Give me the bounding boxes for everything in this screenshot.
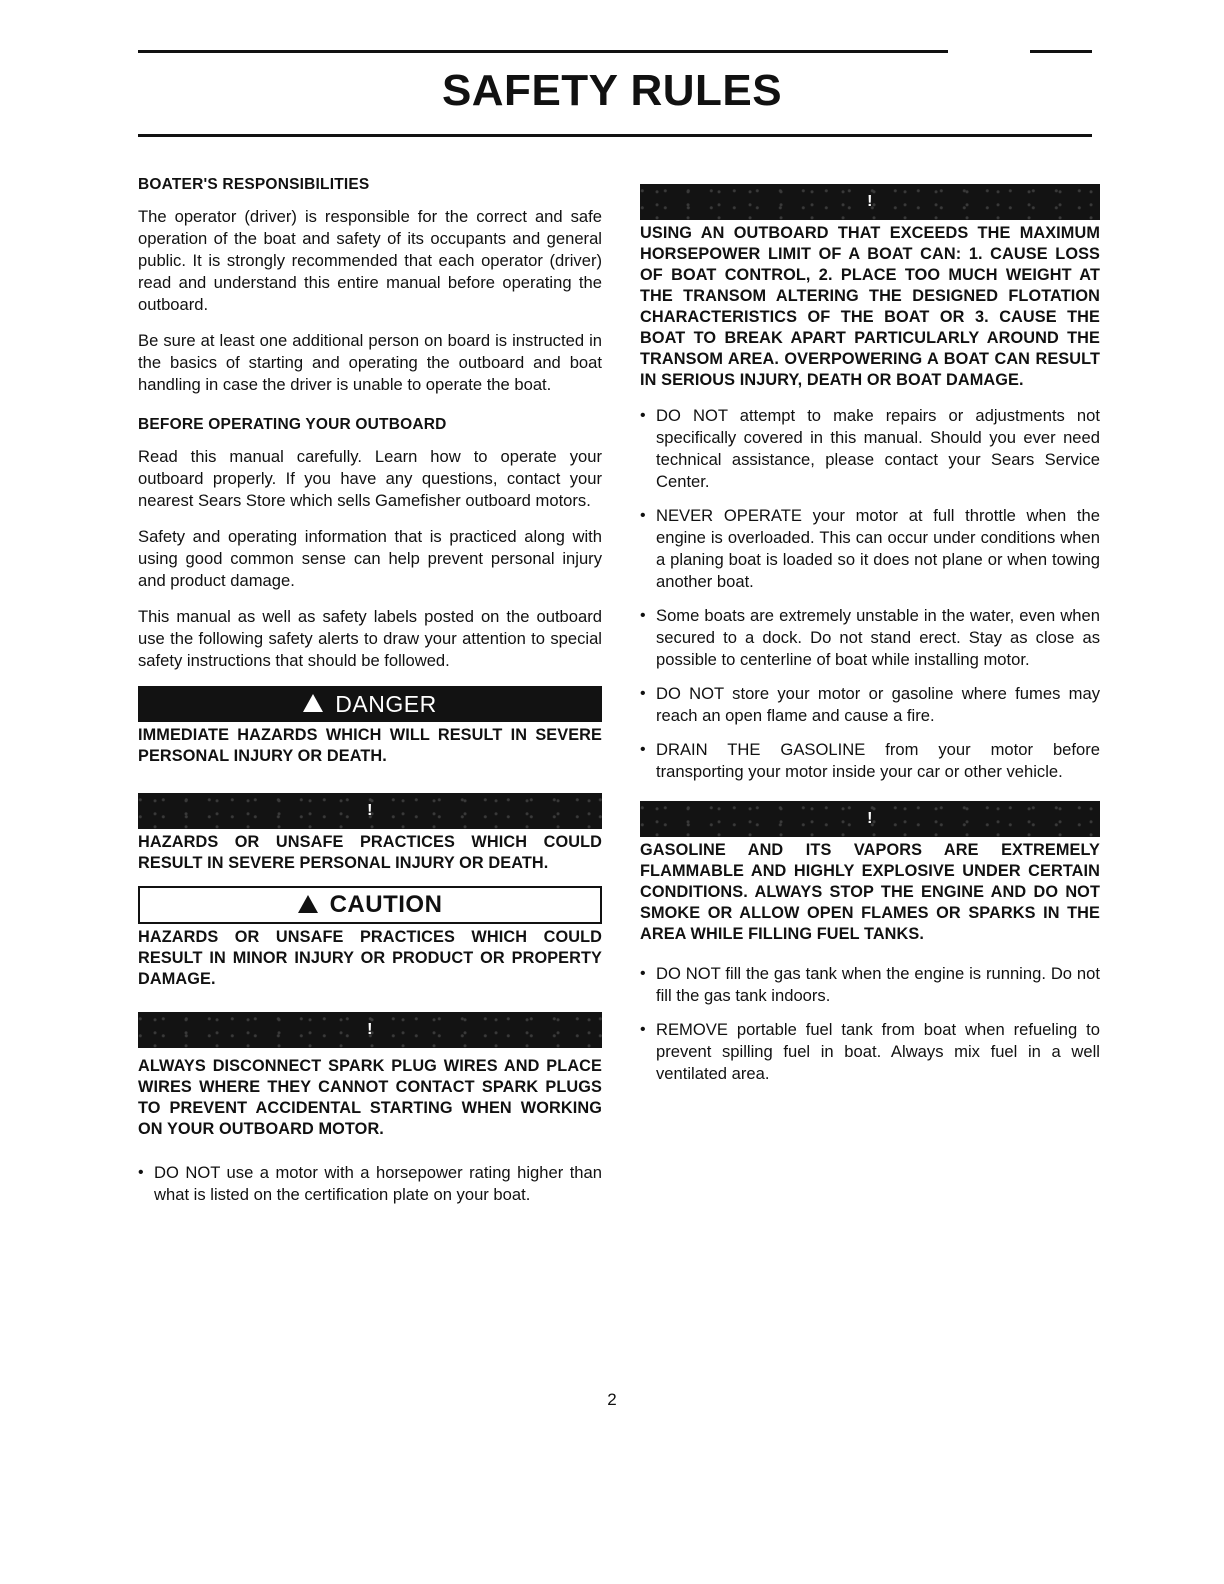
page-number: 2 [607, 1390, 617, 1409]
list-item: • DRAIN THE GASOLINE from your motor before transporting your motor inside your car or other vehicle. [640, 739, 1100, 783]
right-column [640, 184, 1100, 1097]
warning-banner-3 [640, 184, 1100, 220]
list-item: • REMOVE portable fuel tank from boat when refueling to prevent spilling fuel in boat. Always mix fuel in a well ventilated area. [640, 1019, 1100, 1085]
danger-text: IMMEDIATE HAZARDS WHICH WILL RESULT IN SEVERE PERSONAL INJURY OR DEATH. [138, 726, 602, 765]
title-underline [138, 134, 1092, 137]
danger-banner [138, 686, 602, 722]
caution-triangle-icon [298, 895, 318, 913]
horsepower-warning-text: USING AN OUTBOARD THAT EXCEEDS THE MAXIMUM HORSEPOWER LIMIT OF A BOAT CAN: 1. CAUSE LOSS OF BOAT CONTROL, 2. PLACE TOO MUCH WEIGHT AT THE TRANSOM ALTERING THE DESIGNED FLOTATION CHARACTERISTICS OF THE BOAT OR 3. CAUSE THE BOAT TO BREAK APART PARTICULARLY AROUND THE TRANSOM AREA. OVERPOWERING A BOAT CAN RESULT IN SERIOUS INJURY, DEATH OR BOAT DAMAGE. [640, 224, 1100, 389]
boaters-responsibilities-heading: BOATER'S RESPONSIBILITIES [138, 176, 370, 193]
list-item: • NEVER OPERATE your motor at full throttle when the engine is overloaded. This can occur under conditions when a planing boat is loaded so it does not plane or when towing another boat. [640, 505, 1100, 593]
caution-text: HAZARDS OR UNSAFE PRACTICES WHICH COULD RESULT IN MINOR INJURY OR PRODUCT OR PROPERTY DAMAGE. [138, 928, 602, 988]
gasoline-warning-text: GASOLINE AND ITS VAPORS ARE EXTREMELY FLAMMABLE AND HIGHLY EXPLOSIVE UNDER CERTAIN CONDITIONS. ALWAYS STOP THE ENGINE AND DO NOT SMOKE OR ALLOW OPEN FLAMES OR SPARKS IN THE AREA WHILE FILLING FUEL TANKS. [640, 841, 1100, 943]
right-bullet-list-a [640, 405, 1100, 783]
before-paragraph-2: Safety and operating information that is practiced along with using good common sense can help prevent personal injury and product damage. [138, 527, 602, 590]
page-title: SAFETY RULES [441, 66, 783, 115]
list-item: • DO NOT attempt to make repairs or adjustments not specifically covered in this manual. Should you ever need technical assistance, please contact your Sears Service Center. [640, 405, 1100, 493]
exclamation-icon: ! [867, 810, 873, 827]
warning-banner-2 [138, 1012, 602, 1048]
top-rule-short [1030, 50, 1092, 53]
warning-text: HAZARDS OR UNSAFE PRACTICES WHICH COULD RESULT IN SEVERE PERSONAL INJURY OR DEATH. [138, 833, 602, 872]
caution-banner [138, 886, 602, 924]
right-bullet-list-b [640, 963, 1100, 1085]
danger-label: DANGER [335, 690, 437, 717]
warning-banner-4 [640, 801, 1100, 837]
exclamation-icon: ! [367, 1021, 373, 1038]
list-item: • DO NOT fill the gas tank when the engine is running. Do not fill the gas tank indoors. [640, 963, 1100, 1007]
spark-plug-warning-text: ALWAYS DISCONNECT SPARK PLUG WIRES AND PLACE WIRES WHERE THEY CANNOT CONTACT SPARK PLUGS TO PREVENT ACCIDENTAL STARTING WHEN WORKING ON YOUR OUTBOARD MOTOR. [138, 1057, 602, 1138]
list-item: • Some boats are extremely unstable in the water, even when secured to a dock. Do not stand erect. Stay as close as possible to centerline of boat while installing motor. [640, 605, 1100, 671]
caution-label: CAUTION [329, 891, 443, 918]
boaters-paragraph-2: Be sure at least one additional person on board is instructed in the basics of starting and operating the outboard and boat handling in case the driver is unable to operate the boat. [138, 331, 602, 394]
left-column [138, 176, 602, 1218]
before-paragraph-1: Read this manual carefully. Learn how to operate your outboard properly. If you have any questions, contact your nearest Sears Store which sells Gamefisher outboard motors. [138, 447, 602, 510]
boaters-paragraph-1: The operator (driver) is responsible for the correct and safe operation of the boat and safety of its occupants and general public. It is strongly recommended that each operator (driver) read and understand this entire manual before operating the outboard. [138, 207, 602, 314]
exclamation-icon: ! [367, 802, 373, 819]
top-rule-long [138, 50, 948, 53]
warning-banner [138, 793, 602, 829]
list-item: • DO NOT store your motor or gasoline where fumes may reach an open flame and cause a fire. [640, 683, 1100, 727]
list-item: • DO NOT use a motor with a horsepower rating higher than what is listed on the certification plate on your boat. [138, 1162, 602, 1206]
left-bullet-list [138, 1162, 602, 1206]
exclamation-icon: ! [867, 193, 873, 210]
warning-triangle-icon [303, 694, 323, 712]
before-operating-heading: BEFORE OPERATING YOUR OUTBOARD [138, 416, 447, 433]
before-paragraph-3: This manual as well as safety labels posted on the outboard use the following safety alerts to draw your attention to special safety instructions that should be followed. [138, 607, 602, 670]
